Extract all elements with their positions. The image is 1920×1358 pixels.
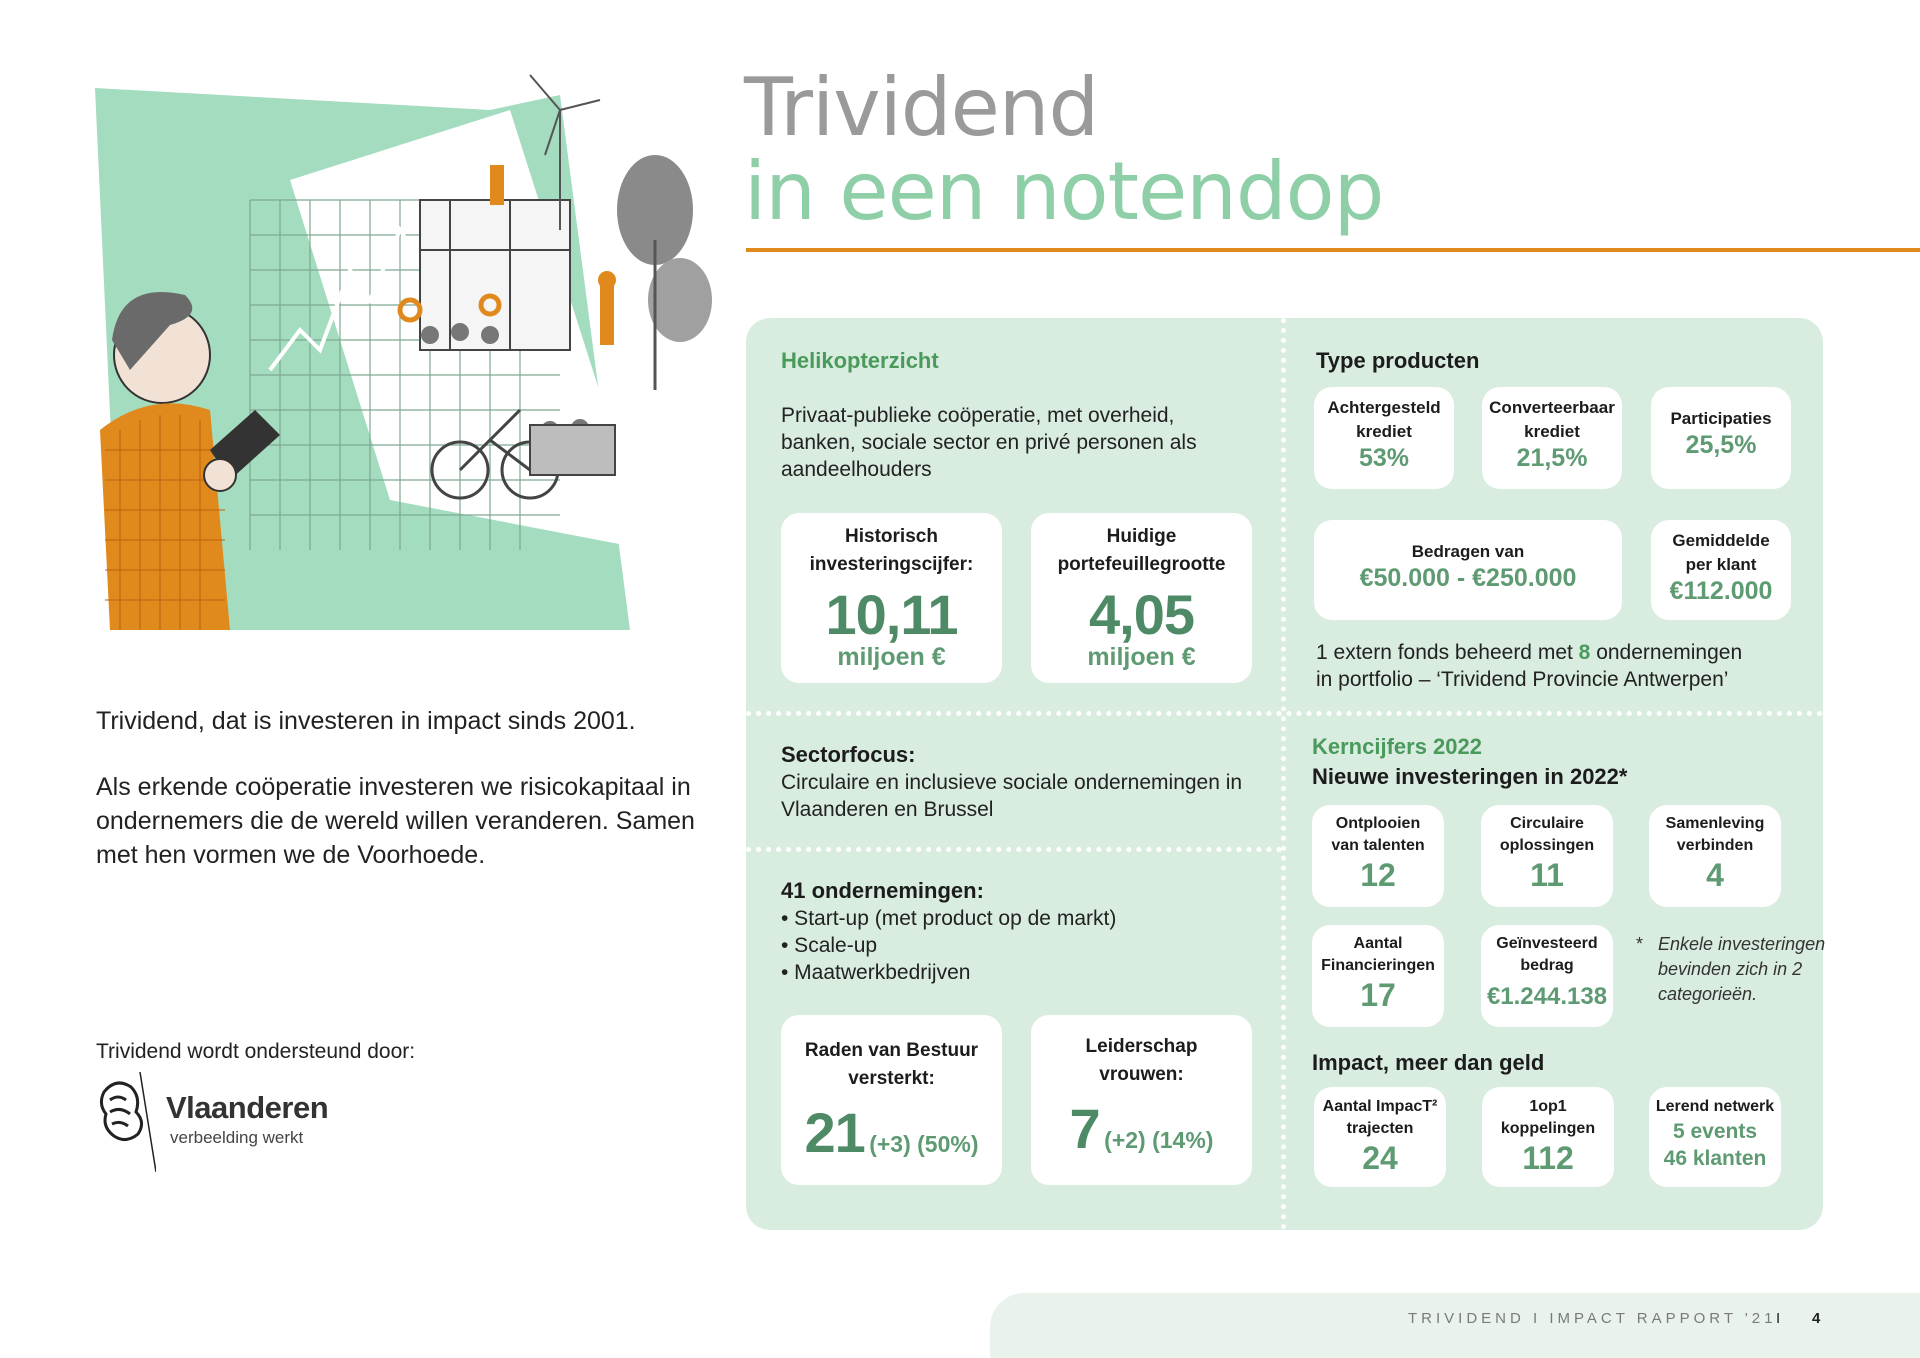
hero-illustration [90,70,730,640]
kerncijfer-label: verbinden [1676,837,1754,854]
historic-investment-card [781,513,1002,683]
impact-label: trajecten [1346,1120,1414,1137]
logo-tagline: verbeelding werkt [170,1128,304,1147]
average-label: Gemiddelde [1672,531,1770,550]
kerncijfer-label: bedrag [1520,957,1574,974]
card-extra: (+3) (50%) [869,1131,979,1157]
product-value: 53% [1358,444,1410,472]
kerncijfers-heading: Kerncijfers 2022 [1312,734,1482,759]
card-value: 7 [1069,1097,1100,1160]
panel-horizontal-divider [746,711,1823,716]
fund-text-line2: in portfolio – ‘Trividend Provincie Antwerpen’ [1316,668,1729,691]
kerncijfers-subheading: Nieuwe investeringen in 2022* [1312,764,1628,789]
amounts-value: €50.000 - €250.000 [1359,564,1577,592]
card-value: 10,11 [825,583,958,646]
product-card [1651,387,1791,489]
impact-label: 1op1 [1529,1098,1567,1115]
kerncijfer-label: Financieringen [1321,957,1435,974]
helikopter-text: Privaat-publieke coöperatie, met overheid, banken, sociale sector en privé personen als aandeelhouders [781,404,1197,481]
product-card [1314,387,1454,489]
kerncijfer-label: Samenleving [1665,815,1765,832]
impact-label: koppelingen [1500,1120,1596,1137]
product-label: Participaties [1670,409,1772,428]
vlaanderen-logo [96,1072,356,1172]
helikopter-heading: Helikopterzicht [781,348,939,373]
intro-paragraph-1: Trividend, dat is investeren in impact sinds 2001. [96,707,636,735]
impact-card [1649,1087,1781,1187]
average-value: €112.000 [1669,577,1773,605]
footer-text: TRIVIDEND I IMPACT RAPPORT '21 [1408,1310,1777,1327]
impact-heading: Impact, meer dan geld [1312,1050,1545,1075]
card-label: Raden van Bestuur [804,1040,979,1061]
product-label: Achtergesteld [1327,398,1441,417]
companies-bullet: • Start-up (met product op de markt) [781,907,1117,930]
kerncijfer-card [1649,805,1781,907]
amounts-card [1314,520,1622,620]
card-extra: (+2) (14%) [1104,1127,1214,1153]
impact-value: 46 klanten [1663,1147,1767,1170]
impact-value: 5 events [1672,1120,1758,1143]
product-value: 25,5% [1685,431,1757,459]
average-card [1651,520,1791,620]
footnote-star: * [1636,934,1644,954]
impact-label: Lerend netwerk [1655,1098,1775,1115]
card-label: investeringscijfer: [809,554,974,575]
kerncijfer-value: 11 [1530,857,1564,893]
support-label: Trividend wordt ondersteund door: [96,1040,416,1063]
impact-card [1482,1087,1614,1187]
companies-bullet: • Scale-up [781,934,878,957]
card-label: portefeuillegrootte [1057,554,1226,575]
page-title-line2: in een notendop [744,145,1384,238]
product-value: 21,5% [1516,444,1588,472]
portfolio-size-card [1031,513,1252,683]
product-label: krediet [1356,422,1412,441]
card-label: versterkt: [848,1068,935,1089]
card-value: 21 [804,1101,865,1164]
leadership-card [1031,1015,1252,1185]
product-label: krediet [1524,422,1580,441]
kerncijfer-value: 17 [1360,977,1396,1013]
companies-heading: 41 ondernemingen: [781,878,984,903]
kerncijfer-label: oplossingen [1499,837,1595,854]
lion-icon [96,1072,156,1172]
page-title-line1: Trividend [744,61,1099,154]
page-number: 4 [1812,1310,1821,1327]
fund-text [1316,639,1816,693]
card-value: 4,05 [1089,583,1194,646]
fund-count: 8 [1578,641,1591,664]
fund-text-post: ondernemingen [1590,641,1743,664]
companies-bullet: • Maatwerkbedrijven [781,961,971,984]
sector-text: Circulaire en inclusieve sociale ondernemingen in Vlaanderen en Brussel [781,771,1243,821]
footnote-text: Enkele investeringen bevinden zich in 2 categorieën. [1658,934,1826,1004]
companies-list [781,905,1116,986]
intro-paragraph-2: Als erkende coöperatie investeren we risicokapitaal in ondernemers die de wereld willen veranderen. Samen met hen vormen we de Voorhoede. [96,773,695,869]
kerncijfer-label: Circulaire [1510,815,1584,832]
product-label: Converteerbaar [1489,398,1615,417]
kerncijfer-value: 12 [1360,857,1396,893]
average-label: per klant [1685,555,1757,574]
kerncijfer-label: Geïnvesteerd [1496,935,1598,952]
fund-text-pre: 1 extern fonds beheerd met [1316,641,1579,664]
card-label: Leiderschap [1085,1036,1198,1057]
kerncijfer-card [1481,805,1613,907]
impact-value: 24 [1362,1140,1398,1176]
title-divider [746,248,1920,252]
card-unit: miljoen € [1087,643,1196,671]
footer-separator: I [1776,1310,1781,1327]
kerncijfer-label: Aantal [1353,935,1403,952]
amounts-label: Bedragen van [1411,542,1525,561]
kerncijfer-value: €1.244.138 [1486,983,1608,1010]
sector-heading: Sectorfocus: [781,742,916,767]
impact-card [1314,1087,1446,1187]
impact-label: Aantal ImpacT² [1322,1098,1438,1115]
boards-card [781,1015,1002,1185]
product-card [1482,387,1622,489]
impact-value: 112 [1522,1140,1574,1176]
kerncijfer-value: 4 [1706,857,1724,893]
kerncijfer-card [1481,925,1613,1027]
card-label: Historisch [845,526,938,547]
card-unit: miljoen € [837,643,946,671]
kerncijfer-card [1312,805,1444,907]
kerncijfer-card [1312,925,1444,1027]
products-heading: Type producten [1316,348,1480,373]
intro-text [96,704,716,904]
card-label: Huidige [1106,526,1177,547]
kerncijfer-label: Ontplooien [1335,815,1421,832]
kerncijfer-label: van talenten [1331,837,1425,854]
panel-left-divider [746,847,1282,852]
logo-name: Vlaanderen [166,1090,329,1125]
panel-vertical-divider [1281,318,1286,1230]
card-label: vrouwen: [1099,1064,1184,1085]
